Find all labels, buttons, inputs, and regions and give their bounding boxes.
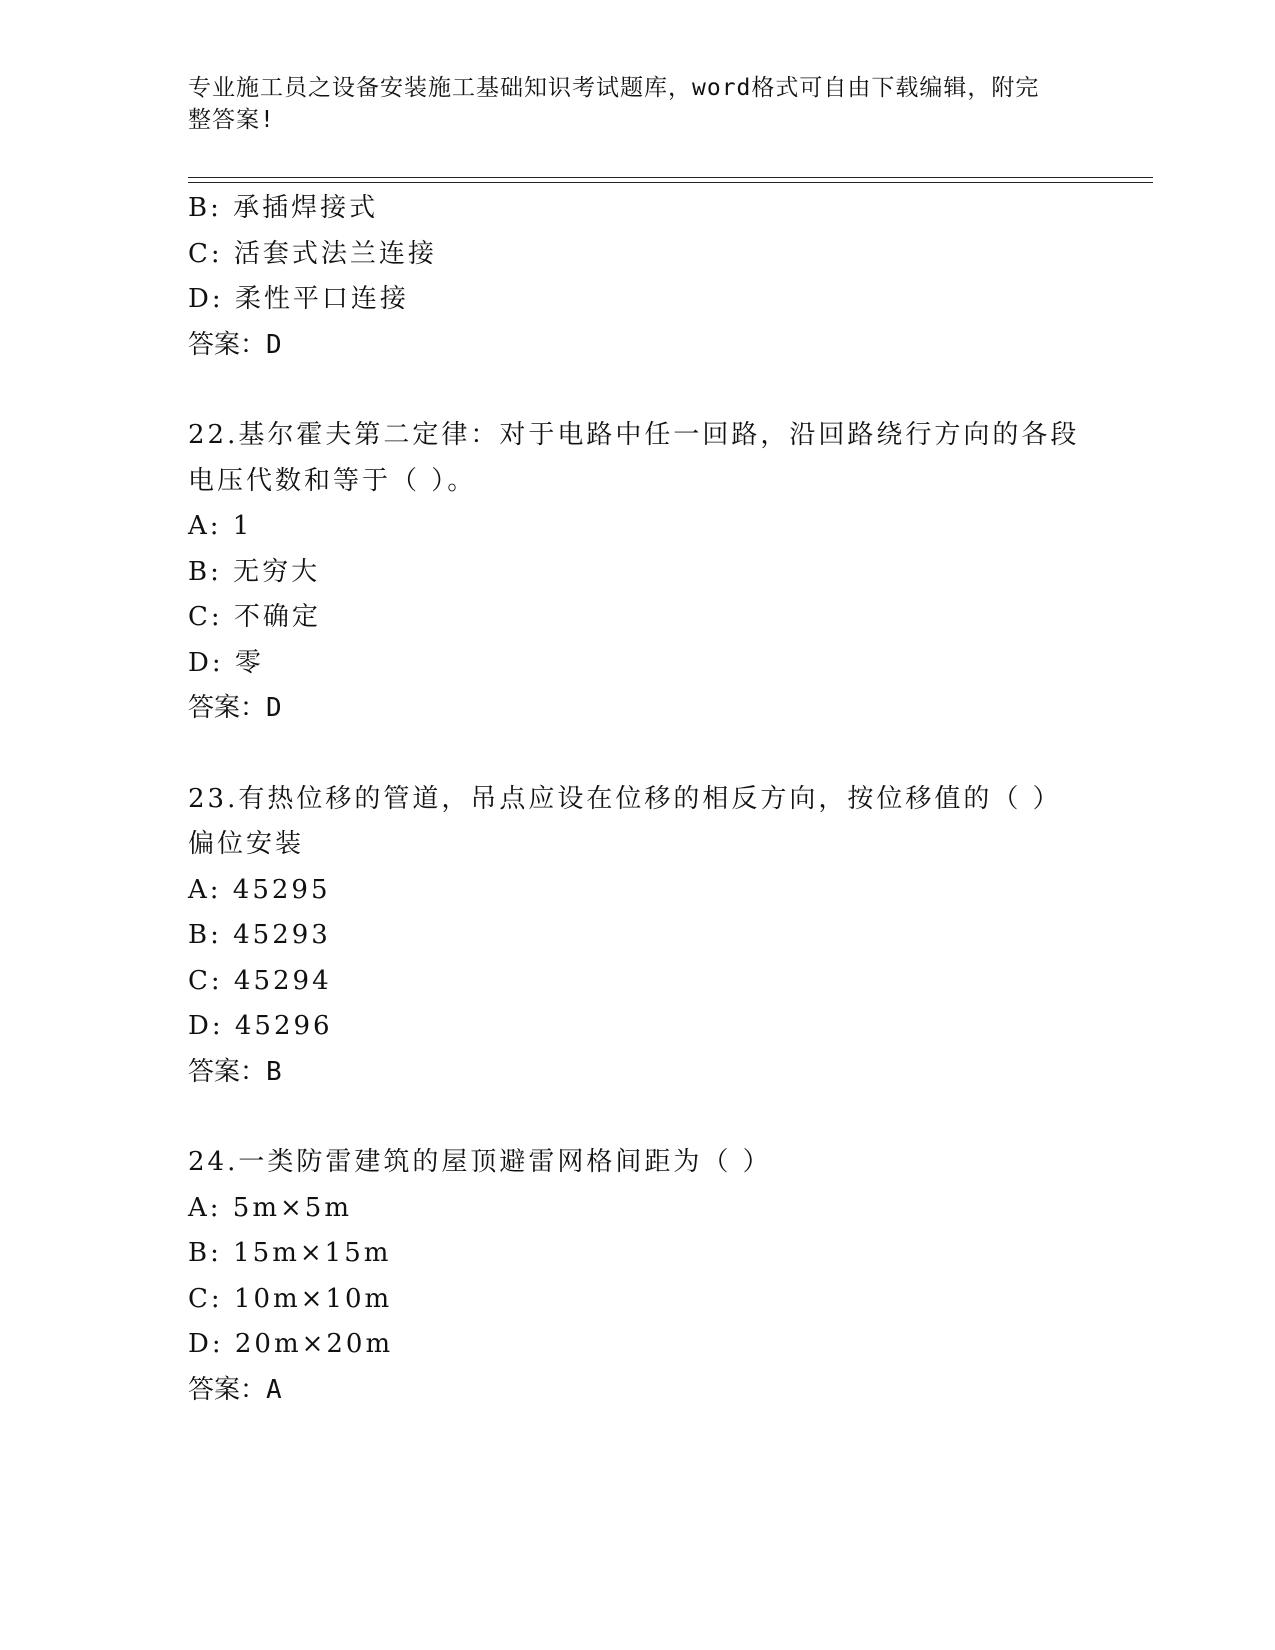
question-text-line-1: 22.基尔霍夫第二定律：对于电路中任一回路，沿回路绕行方向的各段 bbox=[188, 420, 1080, 450]
question-24 bbox=[188, 1140, 1088, 1413]
document-body bbox=[188, 186, 1088, 1413]
option-c: C: 不确定 bbox=[188, 602, 321, 632]
option-b: B: 承插焊接式 bbox=[188, 193, 379, 223]
question-23 bbox=[188, 777, 1088, 1096]
option-c: C: 10m×10m bbox=[188, 1283, 393, 1314]
option-a: A: 45295 bbox=[188, 874, 331, 905]
option-a: A: 5m×5m bbox=[188, 1192, 352, 1223]
option-b: B: 45293 bbox=[188, 920, 331, 950]
question-text-line-2: 偏位安装 bbox=[188, 829, 305, 859]
answer: 答案：A bbox=[188, 1374, 282, 1405]
question-text-line-1: 23.有热位移的管道，吊点应设在位移的相反方向，按位移值的（ ） bbox=[188, 783, 1062, 814]
header-line-2: 整答案! bbox=[188, 107, 275, 133]
question-22 bbox=[188, 413, 1088, 732]
option-a: A: 1 bbox=[188, 511, 253, 541]
option-d: D: 20m×20m bbox=[188, 1329, 394, 1359]
option-c: C: 活套式法兰连接 bbox=[188, 238, 437, 269]
option-d: D: 零 bbox=[188, 647, 264, 678]
question-21 bbox=[188, 186, 1088, 368]
option-b: B: 15m×15m bbox=[188, 1238, 392, 1268]
header-rule-top bbox=[188, 177, 1153, 178]
answer: 答案：D bbox=[188, 329, 282, 360]
question-text-line-2: 电压代数和等于（ ）。 bbox=[188, 465, 477, 496]
option-d: D: 柔性平口连接 bbox=[188, 284, 409, 314]
question-text-line-1: 24.一类防雷建筑的屋顶避雷网格间距为（ ） bbox=[188, 1147, 772, 1177]
answer: 答案：B bbox=[188, 1056, 282, 1087]
option-b: B: 无穷大 bbox=[188, 556, 321, 587]
answer: 答案：D bbox=[188, 693, 282, 723]
header-rule-bottom bbox=[188, 182, 1153, 183]
option-c: C: 45294 bbox=[188, 965, 332, 996]
option-d: D: 45296 bbox=[188, 1011, 333, 1041]
document-header bbox=[188, 72, 1068, 136]
header-line-1: 专业施工员之设备安装施工基础知识考试题库，word格式可自由下载编辑，附完 bbox=[188, 75, 1040, 101]
